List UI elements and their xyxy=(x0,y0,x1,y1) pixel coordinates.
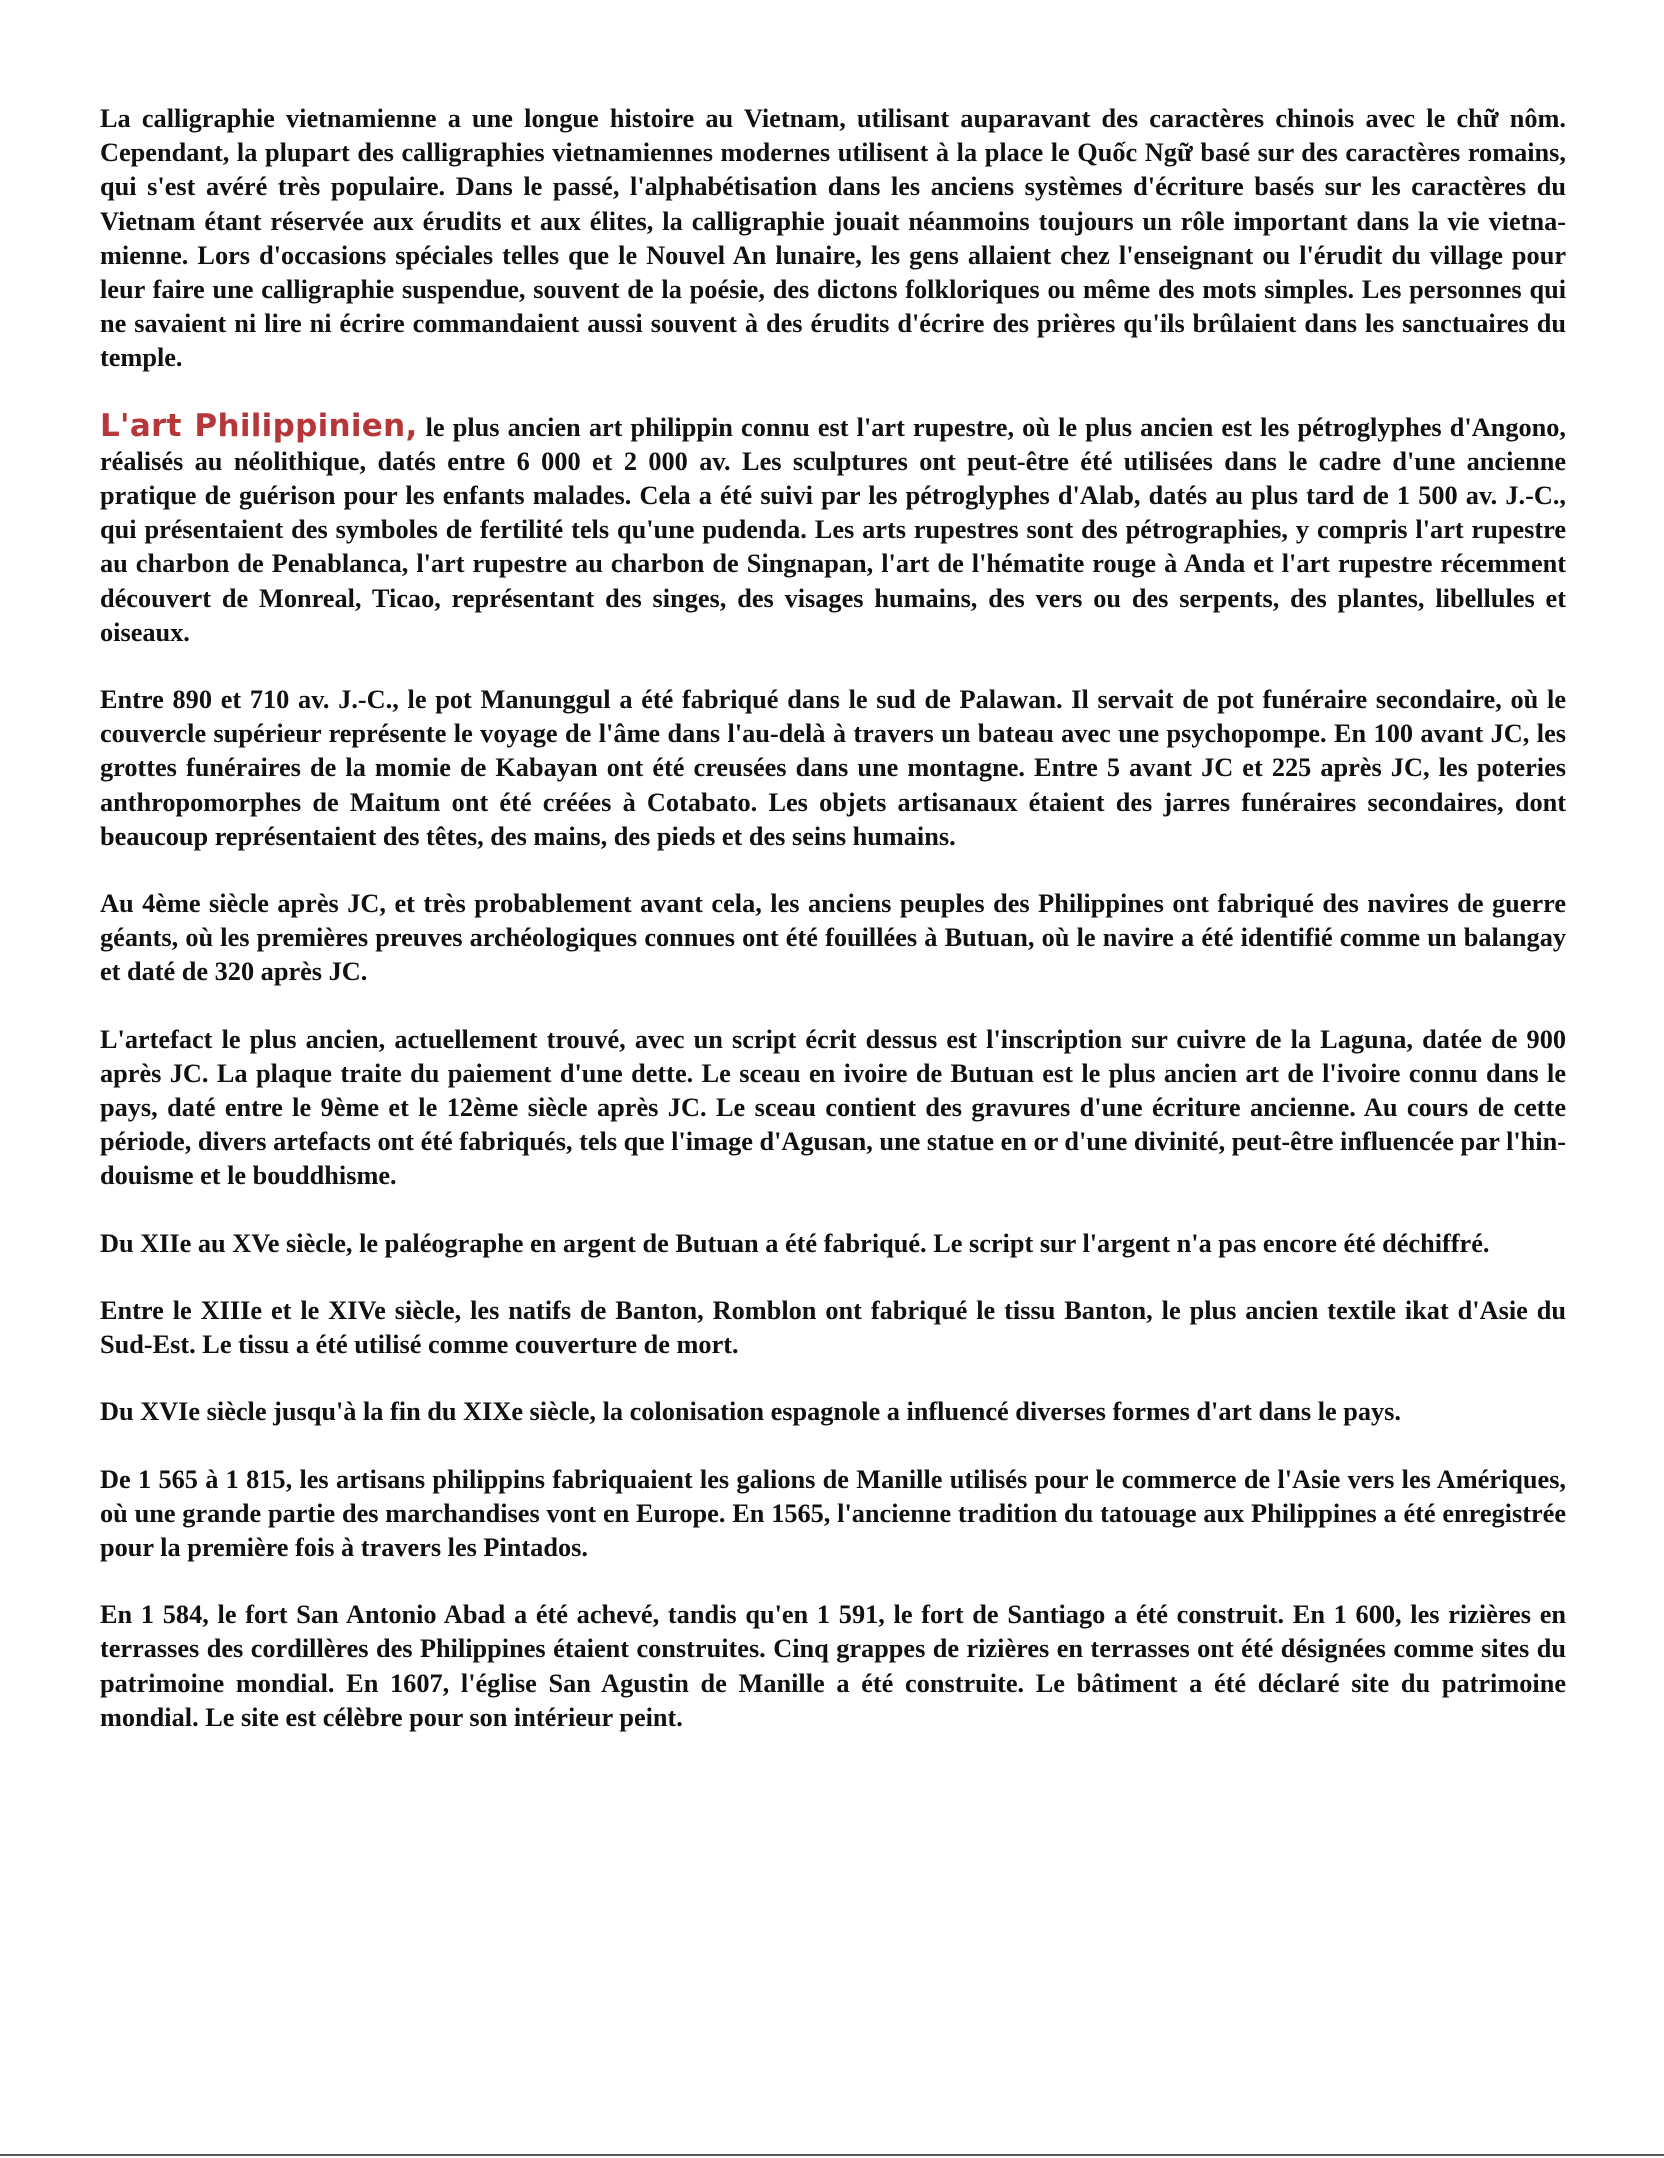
section-heading-philippine-art: L'art Philippinien, xyxy=(100,407,418,444)
paragraph-text: le plus ancien art philippin connu est l'art rupestre, où le plus ancien est les pétroglyphes d'Angono, réalisés au néolithique, datés entre 6 000 et 2 000 av. Les sculptures ont peut-être été utilisées dans le cadre d'une ancienne pratique de guérison pour les enfants malades. Cela a été suivi par les pétroglyphes d'Alab, datés au plus tard de 1 500 av. J.-C., qui présentaient des symboles de fertilité tels qu'une pudenda. Les arts rupestres sont des pétrographies, y compris l'art rupestre au charbon de Penablanca, l'art rupestre au charbon de Singnapan, l'art de l'hématite rouge à Anda et l'art rupestre récemment découvert de Monreal, Ticao, représentant des singes, des visages humains, des vers ou des serpents, des plantes, libellules et oiseaux. xyxy=(100,412,1566,647)
paragraph-philippine-art-intro xyxy=(100,409,1566,650)
paragraph-manunggul-pot: Entre 890 et 710 av. J.-C., le pot Manunggul a été fabriqué dans le sud de Palawan. Il servait de pot funéraire secondaire, où le couvercle supérieur représente le voyage de l'âme dans l'au-delà à travers un bateau avec une psychopompe. En 100 avant JC, les grottes funéraires de la momie de Kabayan ont été creusées dans une montagne. Entre 5 avant JC et 225 après JC, les poteries anthropomorphes de Maitum ont été créées à Cotabato. Les objets artisanaux étaient des jarres funéraires secondaires, dont beaucoup représentaient des têtes, des mains, des pieds et des seins humains. xyxy=(100,685,1566,851)
paragraph-banton-cloth: Entre le XIIIe et le XIVe siècle, les natifs de Banton, Romblon ont fabriqué le tissu Banton, le plus ancien textile ikat d'Asie du Sud-Est. Le tissu a été utilisé comme couverture de mort. xyxy=(100,1295,1566,1360)
document-body xyxy=(100,102,1566,1768)
paragraph-vietnamese-calligraphy: La calligraphie vietnamienne a une longue histoire au Vietnam, utilisant auparavant des caractères chinois avec le chữ nôm. Cependant, la plupart des calligraphies vietnamiennes modernes utilisent à la place le Quốc Ngữ basé sur des caractères romains, qui s'est avéré très populaire. Dans le passé, l'alphabétisation dans les anciens systèmes d'écriture basés sur les caractères du Vietnam étant réservée aux érudits et aux élites, la calligraphie jouait néanmoins toujours un rôle important dans la vie vietnamienne. Lors d'occasions spéciales telles que le Nouvel An lunaire, les gens allaient chez l'enseignant ou l'érudit du village pour leur faire une calligraphie suspendue, souvent de la poésie, des dictons folkloriques ou même des mots simples. Les personnes qui ne savaient ni lire ni écrire commandaient aussi souvent à des érudits d'écrire des prières qu'ils brûlaient dans les sanctuaires du temple. xyxy=(100,104,1566,373)
paragraph-balangay: Au 4ème siècle après JC, et très probablement avant cela, les anciens peuples des Philippines ont fabriqué des navires de guerre géants, où les premières preuves archéologiques connues ont été fouillées à Butuan, où le navire a été identifié comme un balangay et daté de 320 après JC. xyxy=(100,889,1566,987)
paragraph-manila-galleons: De 1 565 à 1 815, les artisans philippins fabriquaient les galions de Manille utilisés pour le commerce de l'Asie vers les Amériques, où une grande partie des marchandises vont en Europe. En 1565, l'ancienne tradition du tatouage aux Philippines a été enregistrée pour la première fois à travers les Pintados. xyxy=(100,1464,1566,1562)
bottom-border-line xyxy=(0,2154,1664,2156)
paragraph-spanish-colonization: Du XVIe siècle jusqu'à la fin du XIXe siècle, la colonisation espagnole a influencé diverses formes d'art dans le pays. xyxy=(100,1397,1401,1427)
paragraph-forts-and-terraces: En 1 584, le fort San Antonio Abad a été achevé, tandis qu'en 1 591, le fort de Santiago a été construit. En 1 600, les rizières en terrasses des cordillères des Philippines étaient construites. Cinq grappes de rizières en terrasses ont été désignées comme sites du patrimoine mondial. En 1607, l'église San Agustin de Manille a été construite. Le bâtiment a été déclaré site du patrimoine mondial. Le site est célèbre pour son intérieur peint. xyxy=(100,1600,1566,1732)
paragraph-butuan-palaeograph: Du XIIe au XVe siècle, le paléographe en argent de Butuan a été fabriqué. Le script sur l'argent n'a pas encore été déchiffré. xyxy=(100,1228,1490,1258)
paragraph-laguna-inscription: L'artefact le plus ancien, actuellement trouvé, avec un script écrit dessus est l'inscription sur cuivre de la Laguna, datée de 900 après JC. La plaque traite du paiement d'une dette. Le sceau en ivoire de Butuan est le plus ancien art de l'ivoire connu dans le pays, daté entre le 9ème et le 12ème siècle après JC. Le sceau contient des gravures d'une écriture ancienne. Au cours de cette période, divers artefacts ont été fabriqués, tels que l'image d'Agusan, une statue en or d'une divinité, peut-être influencée par l'hindouisme et le bouddhisme. xyxy=(100,1024,1567,1191)
